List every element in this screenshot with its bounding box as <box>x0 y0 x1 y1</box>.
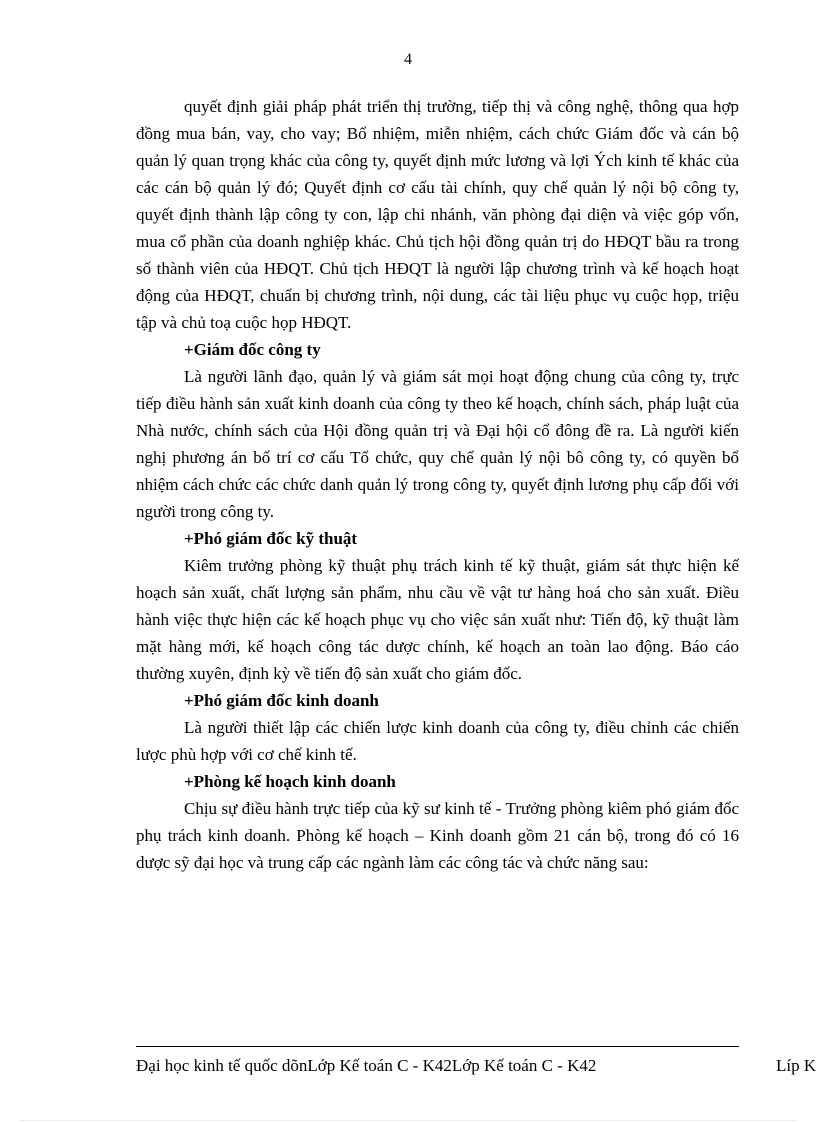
footer-text-overflow: Líp K <box>776 1056 816 1075</box>
paragraph-board-duties: quyết định giải pháp phát triển thị trường, tiếp thị và công nghệ, thông qua hợp đồng mua bán, vay, cho vay; Bổ nhiệm, miễn nhiệm, cách chức Giám đốc và cán bộ quản lý quan trọng khác của công ty, quyết định mức lương và lợi Ých kinh tế khác của các cán bộ quản lý đó; Quyết định cơ cấu tài chính, quy chế quản lý nội bộ công ty, quyết định thành lập công ty con, lập chi nhánh, văn phòng đại diện và việc góp vốn, mua cổ phần của doanh nghiệp khác. Chủ tịch hội đồng quản trị do HĐQT bầu ra trong số thành viên của HĐQT. Chủ tịch HĐQT là người lập chương trình và kế hoạch hoạt động của HĐQT, chuẩn bị chương trình, nội dung, các tài liệu phục vụ cuộc họp, triệu tập và chủ toạ cuộc họp HĐQT. <box>136 97 739 332</box>
heading-business-deputy: +Phó giám đốc kinh doanh <box>184 691 379 710</box>
paragraph-planning-department: Chịu sự điều hành trực tiếp của kỹ sư kinh tế - Trưởng phòng kiêm phó giám đốc phụ trách kinh doanh. Phòng kế hoạch – Kinh doanh gồm 21 cán bộ, trong đó có 16 dược sỹ đại học và trung cấp các ngành làm các công tác và chức năng sau: <box>136 799 739 872</box>
paragraph-business-deputy: Là người thiết lập các chiến lược kinh doanh của công ty, điều chỉnh các chiến lược phù hợp với cơ chế kinh tế. <box>136 718 739 764</box>
heading-planning-department: +Phòng kế hoạch kinh doanh <box>184 772 396 791</box>
document-body <box>136 93 739 876</box>
footer-divider <box>136 1046 739 1047</box>
paragraph-technical-deputy: Kiêm trưởng phòng kỹ thuật phụ trách kinh tế kỹ thuật, giám sát thực hiện kế hoạch sản xuất, chất lượng sản phẩm, nhu cầu về vật tư hàng hoá cho sản xuất. Điều hành việc thực hiện các kế hoạch phục vụ cho việc sản xuất như: Tiến độ, kỹ thuật làm mặt hàng mới, kế hoạch công tác dược chính, kế hoạch an toàn lao động. Báo cáo thường xuyên, định kỳ về tiến độ sản xuất cho giám đốc. <box>136 556 739 683</box>
footer-text: Đại học kinh tế quốc dõnLớp Kế toán C - K42Lớp Kế toán C - K42 <box>136 1056 597 1075</box>
page-bottom-border <box>20 1120 796 1121</box>
paragraph-director: Là người lãnh đạo, quản lý và giám sát mọi hoạt động chung của công ty, trực tiếp điều hành sản xuất kinh doanh của công ty theo kế hoạch, chính sách, pháp luật của Nhà nước, chính sách của Hội đồng quản trị và Đại hội cổ đông đề ra. Là người kiến nghị phương án bố trí cơ cấu Tổ chức, quy chế quản lý nội bô công ty, có quyền bổ nhiệm cách chức các chức danh quản lý trong công ty, quyết định lương phụ cấp đối với người trong công ty. <box>136 367 739 521</box>
heading-technical-deputy: +Phó giám đốc kỹ thuật <box>184 529 358 548</box>
page-number: 4 <box>404 51 412 68</box>
heading-director: +Giám đốc công ty <box>184 340 321 359</box>
